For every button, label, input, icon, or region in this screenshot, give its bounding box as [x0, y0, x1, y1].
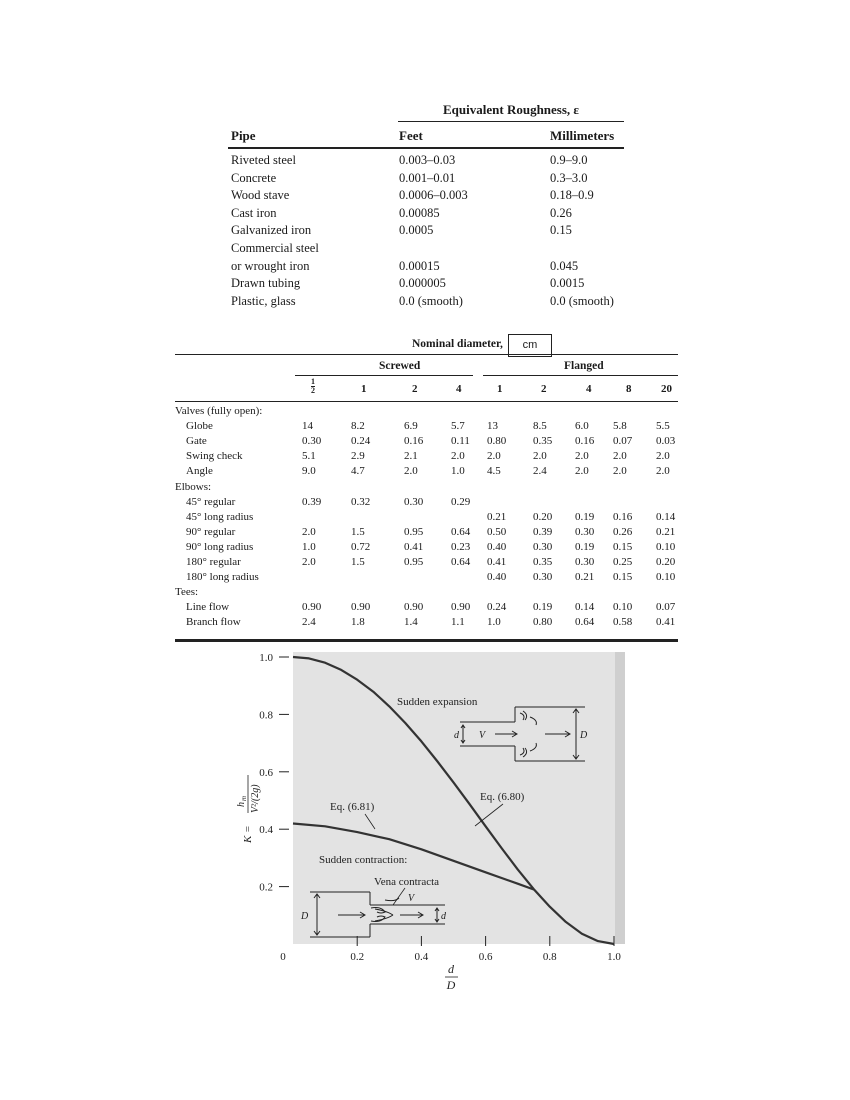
- k-value: 2.0: [575, 450, 589, 463]
- k-value: 1.4: [404, 616, 418, 629]
- mm-cell: 0.26: [550, 205, 572, 220]
- k-value: 0.41: [487, 556, 507, 568]
- k-value: 13: [487, 420, 498, 433]
- size-half: $\frac{1}{2}$: [311, 377, 315, 395]
- k-value: 1.5: [351, 556, 365, 568]
- k-value: 0.64: [451, 556, 471, 568]
- chart-svg: [225, 645, 645, 995]
- k-value: 1.0: [451, 465, 465, 478]
- feet-cell: 0.00015: [399, 258, 440, 273]
- feet-cell: 0.00085: [399, 205, 440, 220]
- exp-v: V: [479, 730, 486, 741]
- x-tick-label: 0.6: [478, 951, 493, 963]
- k-value: 0.15: [613, 540, 633, 553]
- k-value: 0.24: [351, 435, 371, 448]
- size-header: 2: [412, 383, 418, 395]
- feet-cell: 0.003–0.03: [399, 153, 456, 167]
- size-header: 1: [497, 383, 503, 395]
- roughness-row: [228, 171, 624, 188]
- k-value: 0.30: [575, 556, 595, 568]
- roughness-row: [228, 259, 624, 276]
- label-eq-680: Eq. (6.80): [480, 791, 525, 803]
- header-rule: [175, 401, 678, 402]
- con-D: D: [301, 911, 309, 922]
- loss-row: [175, 616, 678, 631]
- k-value: 0.21: [656, 525, 676, 538]
- k-value: 0.41: [656, 616, 676, 629]
- feet-cell: 0.000005: [399, 276, 446, 291]
- mm-cell: 0.15: [550, 223, 572, 238]
- mm-cell: 0.0015: [550, 276, 585, 291]
- k-value: 0.14: [575, 601, 595, 614]
- k-value: 1.0: [487, 616, 501, 629]
- loss-row: [175, 556, 678, 571]
- mm-cell: 0.18–0.9: [550, 188, 594, 203]
- roughness-row: [228, 223, 624, 240]
- k-value: 2.0: [613, 450, 627, 463]
- roughness-title-rule: [398, 121, 624, 122]
- k-value: 2.0: [487, 450, 501, 463]
- feet-cell: 0.0 (smooth): [399, 293, 463, 308]
- mm-cell: 0.045: [550, 258, 579, 273]
- fitting-label: Elbows:: [175, 480, 212, 493]
- size-header: 4: [456, 383, 462, 395]
- y-tick-label: 0.4: [259, 824, 273, 837]
- fitting-label: Globe: [186, 420, 213, 433]
- x-tick-label: 0.8: [542, 951, 557, 963]
- k-value: 0.19: [575, 540, 595, 553]
- feet-cell: 0.0005: [399, 223, 434, 238]
- feet-cell: 0.001–0.01: [399, 170, 456, 185]
- roughness-header-rule: [228, 147, 624, 149]
- k-value: 8.2: [351, 420, 365, 433]
- k-value: 0.95: [404, 556, 424, 568]
- screwed-rule: [295, 375, 473, 376]
- x-tick-label: 0: [280, 951, 286, 963]
- k-value: 0.14: [656, 510, 676, 523]
- k-value: 0.07: [613, 435, 633, 448]
- x-tick-label: 0.4: [414, 951, 429, 963]
- roughness-row: [228, 206, 624, 223]
- bottom-rule: [175, 639, 678, 642]
- fitting-label: Line flow: [186, 601, 230, 614]
- k-value: 1.5: [351, 525, 365, 538]
- loss-row: [175, 526, 678, 541]
- k-value: 0.21: [575, 571, 595, 584]
- mm-cell: 0.0 (smooth): [550, 293, 614, 308]
- k-value: 0.30: [533, 571, 553, 584]
- k-value: 8.5: [533, 420, 547, 433]
- pipe-cell: Cast iron: [231, 205, 277, 220]
- fitting-label: 45° regular: [186, 495, 236, 508]
- k-value: 2.0: [302, 525, 316, 538]
- k-value: 0.07: [656, 601, 676, 614]
- k-value: 0.19: [533, 601, 553, 614]
- k-value: 0.80: [487, 435, 507, 448]
- fitting-label: Swing check: [186, 450, 243, 463]
- k-value: 2.4: [533, 465, 547, 478]
- k-value: 2.0: [451, 450, 465, 463]
- size-header: 4: [586, 383, 592, 395]
- loss-row: [175, 496, 678, 511]
- mm-cell: 0.3–3.0: [550, 170, 588, 185]
- k-value: 0.50: [487, 525, 507, 538]
- y-tick-label: 0.6: [259, 766, 273, 779]
- k-value: 0.90: [302, 601, 322, 614]
- k-value: 2.0: [575, 465, 589, 478]
- feet-cell: 0.0006–0.003: [399, 188, 468, 203]
- k-value: 0.15: [613, 571, 633, 584]
- size-header: 8: [626, 383, 632, 395]
- loss-row: [175, 541, 678, 556]
- k-value: 0.35: [533, 556, 553, 568]
- fitting-label: Angle: [186, 465, 213, 478]
- k-value: 2.0: [613, 465, 627, 478]
- loss-row: [175, 465, 678, 480]
- mm-cell: 0.9–9.0: [550, 153, 588, 167]
- roughness-row: [228, 276, 624, 293]
- roughness-row: [228, 188, 624, 205]
- size-header: 1: [361, 383, 367, 395]
- k-value: 0.58: [613, 616, 633, 629]
- k-value: 5.5: [656, 420, 670, 433]
- loss-row: [175, 435, 678, 450]
- k-value: 0.64: [451, 525, 471, 538]
- fitting-label: Branch flow: [186, 616, 241, 629]
- k-value: 4.5: [487, 465, 501, 478]
- k-value: 2.0: [656, 450, 670, 463]
- y-tick-label: 1.0: [259, 652, 273, 664]
- k-value: 6.9: [404, 420, 418, 433]
- k-value: 0.16: [404, 435, 424, 448]
- k-value: 0.30: [404, 495, 424, 508]
- con-v: V: [408, 893, 415, 904]
- ylabel-num: h: [236, 802, 247, 807]
- pipe-cell: or wrought iron: [231, 258, 310, 273]
- loss-row: [175, 450, 678, 465]
- k-value: 9.0: [302, 465, 316, 478]
- k-value: 1.8: [351, 616, 365, 629]
- k-value: 0.20: [656, 556, 676, 568]
- con-d: d: [441, 911, 446, 922]
- size-header: 2: [541, 383, 547, 395]
- roughness-row: [228, 294, 624, 311]
- k-value: 0.32: [351, 495, 371, 508]
- loss-row: [175, 511, 678, 526]
- k-value: 0.64: [575, 616, 595, 629]
- k-value: 0.40: [487, 571, 507, 584]
- fitting-label: Valves (fully open):: [175, 405, 263, 417]
- k-value: 1.0: [302, 540, 316, 553]
- k-value: 2.1: [404, 450, 418, 463]
- k-value: 0.39: [533, 525, 553, 538]
- pipe-cell: Wood stave: [231, 188, 290, 203]
- fitting-label: Tees:: [175, 586, 199, 599]
- k-value: 0.16: [613, 510, 633, 523]
- k-value: 0.35: [533, 435, 553, 448]
- k-value: 0.39: [302, 495, 322, 508]
- exp-d: d: [454, 730, 459, 741]
- k-value: 0.29: [451, 495, 471, 508]
- xlabel-num: d: [448, 962, 454, 976]
- loss-row: [175, 601, 678, 616]
- k-value: 0.80: [533, 616, 553, 629]
- pipe-cell: Drawn tubing: [231, 276, 301, 291]
- k-value: 0.21: [487, 510, 507, 523]
- roughness-row: [228, 153, 624, 170]
- xlabel-den: D: [446, 978, 456, 992]
- label-sudden-contraction: Sudden contraction:: [319, 854, 408, 866]
- k-value: 5.7: [451, 420, 465, 433]
- loss-row: [175, 420, 678, 435]
- pipe-cell: Commercial steel: [231, 241, 319, 255]
- unit-box: cm: [508, 334, 552, 357]
- plot-right-band: [615, 652, 625, 944]
- k-value: 0.30: [302, 435, 322, 448]
- loss-coefficient-chart: [225, 645, 645, 995]
- k-value: 4.7: [351, 465, 365, 478]
- header-millimeters: Millimeters: [550, 128, 615, 143]
- fitting-label: 180° long radius: [186, 571, 259, 584]
- fitting-label: 180° regular: [186, 556, 241, 568]
- k-value: 0.95: [404, 525, 424, 538]
- k-value: 6.0: [575, 420, 589, 433]
- k-value: 0.40: [487, 540, 507, 553]
- k-value: 0.10: [656, 571, 676, 584]
- ylabel-num-sub: m: [240, 795, 248, 801]
- y-tick-label: 0.2: [259, 881, 273, 894]
- size-header: 20: [661, 383, 672, 395]
- k-value: 0.25: [613, 556, 633, 568]
- k-value: 0.72: [351, 540, 371, 553]
- k-value: 0.23: [451, 540, 471, 553]
- fitting-label: 90° long radius: [186, 540, 254, 553]
- k-value: 0.11: [451, 435, 470, 448]
- k-value: 0.41: [404, 540, 424, 553]
- header-feet: Feet: [399, 128, 423, 143]
- k-value: 0.26: [613, 525, 633, 538]
- k-value: 0.16: [575, 435, 595, 448]
- k-value: 0.20: [533, 510, 553, 523]
- pipe-cell: Galvanized iron: [231, 223, 312, 238]
- k-value: 0.90: [351, 601, 371, 614]
- flanged-label: Flanged: [564, 360, 604, 372]
- k-value: 0.03: [656, 435, 676, 448]
- label-eq-681: Eq. (6.81): [330, 801, 375, 813]
- k-value: 0.90: [404, 601, 424, 614]
- k-value: 2.9: [351, 450, 365, 463]
- flanged-rule: [483, 375, 678, 376]
- ylabel-k: K =: [242, 825, 254, 843]
- k-value: 0.19: [575, 510, 595, 523]
- label-vena-contracta: Vena contracta: [374, 876, 440, 888]
- screwed-label: Screwed: [379, 360, 421, 372]
- top-rule: [175, 354, 678, 355]
- loss-row: [175, 481, 678, 496]
- fitting-label: 90° regular: [186, 525, 236, 538]
- header-pipe: Pipe: [231, 128, 256, 143]
- k-value: 5.8: [613, 420, 627, 433]
- pipe-cell: Concrete: [231, 170, 277, 185]
- k-value: 0.30: [575, 525, 595, 538]
- k-value: 2.0: [533, 450, 547, 463]
- loss-coefficient-table: [175, 333, 678, 643]
- k-value: 1.1: [451, 616, 465, 629]
- roughness-table: [228, 100, 624, 315]
- k-value: 0.24: [487, 601, 507, 614]
- nominal-diameter-label: Nominal diameter,: [412, 338, 503, 350]
- pipe-cell: Riveted steel: [231, 153, 296, 167]
- k-value: 2.4: [302, 616, 316, 629]
- fitting-label: Gate: [186, 435, 207, 448]
- k-value: 0.90: [451, 601, 471, 614]
- x-tick-label: 1.0: [607, 951, 621, 963]
- y-axis-label: [236, 775, 261, 844]
- y-tick-label: 0.8: [259, 709, 273, 722]
- loss-row: [175, 405, 678, 420]
- loss-row: [175, 586, 678, 601]
- k-value: 2.0: [302, 556, 316, 568]
- k-value: 0.10: [613, 601, 633, 614]
- k-value: 2.0: [404, 465, 418, 478]
- exp-D: D: [580, 730, 588, 741]
- ylabel-den: V²/(2g): [250, 784, 261, 813]
- k-value: 2.0: [656, 465, 670, 478]
- k-value: 0.10: [656, 540, 676, 553]
- roughness-title: Equivalent Roughness, ε: [443, 102, 579, 117]
- roughness-row: [228, 241, 624, 258]
- pipe-cell: Plastic, glass: [231, 293, 296, 308]
- fitting-label: 45° long radius: [186, 510, 254, 523]
- loss-row: [175, 571, 678, 586]
- x-tick-label: 0.2: [350, 951, 365, 963]
- k-value: 0.30: [533, 540, 553, 553]
- k-value: 5.1: [302, 450, 316, 463]
- label-sudden-expansion: Sudden expansion: [397, 696, 478, 708]
- k-value: 14: [302, 420, 313, 433]
